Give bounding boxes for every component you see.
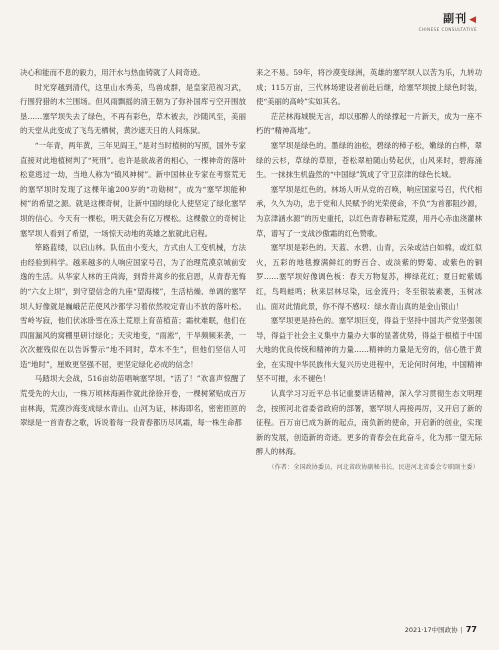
- separator: |: [460, 626, 463, 634]
- paragraph: 认真学习习近平总书记重要讲话精神，深入学习贯彻生态文明理念，按照河北省委省政府的部署，塞罕坝人再接再厉，又开启了新的征程。百万亩已成为新的起点，南负新的使命，开启新的创业，实现新的发展，创造新的奇迹。更多的青春会在此奋斗，化为那一望无际醉人的林海。: [256, 389, 482, 457]
- article-column-right: [256, 66, 482, 606]
- page-footer: [405, 625, 477, 634]
- article-body: [20, 66, 482, 606]
- paragraph: 塞罕坝更是持色的。塞罕坝巨变，得益于坚持中国共产党坚强领导，得益于社会主义集中力量办大事的显著优势，得益于根植于中国大地的优良传统和精神的力量……精神的力量是无穷的，信心胜于黄金，在实现中华民族伟大复兴历史进程中，无论何时何地，中国精神坚不可摧，永不褪色！: [256, 316, 482, 384]
- paragraph: 茫茫林海城脱无言，却以那醉人的绿撑起一片新天，成为一座不朽的“精神高地”。: [256, 111, 482, 136]
- paragraph: 时光穿越到清代，这里山水秀美，鸟兽成群，是皇家范视习武，行围狩猎的木兰围场。但风雨飘摇的清王朝为了弥补国库亏空开围放垦……塞罕坝失去了绿色，不再有彩色，草木被去，沙随风至，美丽的天堂从此变成了飞鸟无栖树，黄沙遮天日的人间炼狱。: [20, 82, 246, 136]
- paragraph: “一年青，两年黄，三年见阎王，”是对当时植树的写照，国外专家直接对此地植树判了“死刑”。也许是欲战者的相心，一棵神奇的落叶松竟逃过一劫，当地人称为“镇风神树”。新中国林业专家在考察荒无的塞罕坝时发现了这棵年逾200岁的“功勋树”，成为“塞罕坝能种树”的希望之源。就是这棵奇树，让新中国的绿化人使坚定了绿化塞罕坝的信心。今天有一棵松，明天就会有亿万棵松。这棵傲立的奇树让塞罕坝人看到了希望，一场惊天动地的英雄之旅就此启程。: [20, 140, 246, 238]
- paragraph: 马踏坝大会战，516亩幼苗唱响塞罕坝。“活了！”欢喜声惊醒了荒受先的大山，一株万顷林海画作就此徐徐开卷，一棵树紧贴成百万亩林海，荒漠沙海变成绿水青山。山河为证，林海即名，密密匝匝的翠绿是一首青春之歌，诉说着每一段青春都历尽风霜，每一株生命都: [20, 374, 246, 428]
- section-title: [419, 10, 477, 26]
- paragraph: 决心和能而不息的毅力，用汗水与热血铸就了人间奇迹。: [20, 68, 205, 77]
- magazine-name: 中国政协: [431, 626, 458, 634]
- article-column-left: [20, 66, 246, 606]
- paragraph: 筚路蓝缕，以启山林。队伍由小变大，方式由人工变机械，方法由经验到科学。越来越多的人响应国家号召，为了治理荒漠京城前安逸的生活。从华家人林的王尚海，到背井离乡的张启恩，从青春无悔的“六女上坝”，到守望信念的九座“望海楼”，生活枯燥、单调的塞罕坝人好像就是巍峨茫茫使风沙都学习着依然咬定青山不放的落叶松。雪岭岑寂，他们伏冰卧雪在冻土荒原上育苗植苗；霜枕难眠，他们在四面漏风的窝棚里研讨绿化；天灾地变，“雨淞”，干旱频频来袭，一次次摧残似在以告诉警示“地不同时，草木不生”，但他们坚信人可造“地时”，厘败更坚强不屈，更坚定绿化必成的信念！: [20, 243, 246, 369]
- page-header: [419, 10, 477, 32]
- triangle-marker-icon: ◀: [469, 15, 477, 25]
- author-credit: （作者：全国政协委员，河北省政协副秘书长，民进河北省委会专职副主委）: [268, 464, 479, 472]
- paragraph: 来之不易。59年，将沙漠变绿洲，英雄的塞罕坝人以苦为乐，九转功成；115万亩，三代林场建设者前赴后继，给塞罕坝披上绿色时装，使“美丽的高岭”实如其名。: [256, 68, 482, 107]
- section-title-text: 副刊: [443, 12, 468, 25]
- issue-number: 2021·17: [404, 626, 432, 634]
- paragraph: 塞罕坝是绿色的。墨绿的油松，碧绿的樟子松，嫩绿的白桦，翠绿的云杉，草绿的草原，苍松翠柏随山势起伏，山风来时，碧海涌生。一抹抹生机盎然的“中国绿”筑成了守卫京津的绿色长城。: [256, 140, 482, 180]
- paragraph: 塞罕坝是彩色的。天蓝、水碧、山青，云朵或洁白如棉，或红似火，五彩的地毯撩满鲜红的野百合、或淡紫的野菊、或紫色的铜罗……塞罕坝好像调色板：春天万物复苏，柳绿花红；夏日蛇紫嫣红，鸟鸣蛙鸣；秋来层林尽染，远金流丹；冬至银装素裹，玉树冰山。面对此情此景，你不得不感叹：绿水青山真的是金山银山！: [256, 243, 482, 311]
- page-number: 77: [465, 625, 477, 634]
- section-subtitle: CHINESE CONSULTATIVE: [418, 27, 477, 32]
- paragraph: 塞罕坝是红色的。林场人听从党的召唤，响应国家号召，代代相承，久久为功，忠于党和人民赋予的光荣使命，不负“为首都阻沙源，为京津涵水源”的历史重托，以红色青春耕耘荒漠，用丹心赤血浇灌林草，谱写了一支战沙傲霜的红色赞歌。: [256, 184, 482, 238]
